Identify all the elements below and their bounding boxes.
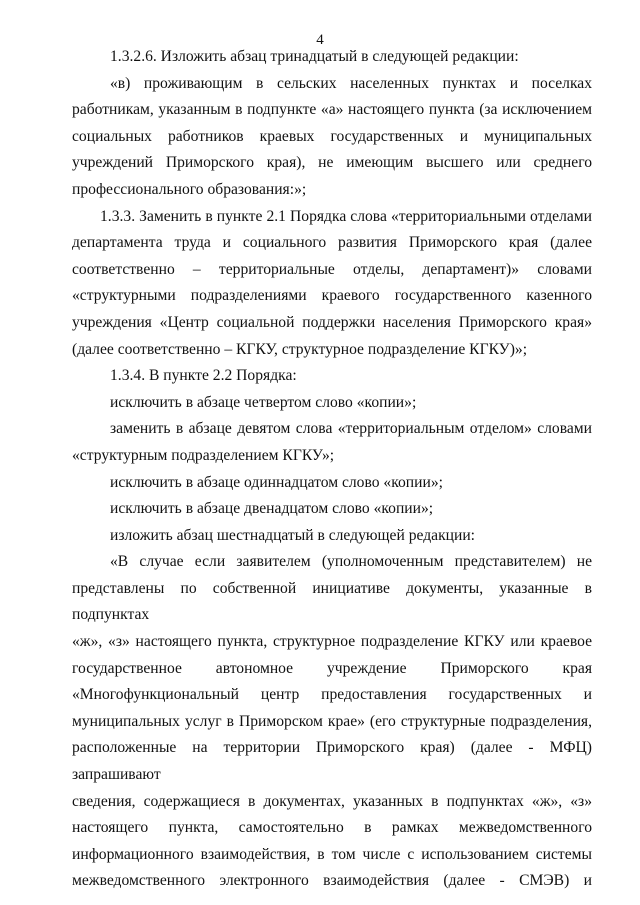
document-body <box>72 44 592 895</box>
text-line: исключить в абзаце одиннадцатом слово «копии»; <box>110 473 443 491</box>
page-number: 4 <box>316 32 324 48</box>
text-line: «ж», «з» настоящего пункта, структурное подразделение КГКУ или краевое <box>72 633 592 651</box>
text-line: «Многофункциональный центр предоставления государственных и <box>72 686 592 704</box>
text-line: профессионального образования:»; <box>72 180 307 198</box>
text-line: (далее соответственно – КГКУ, структурное подразделение КГКУ)»; <box>72 340 528 358</box>
text-line: 1.3.3. Заменить в пункте 2.1 Порядка слова «территориальными отделами <box>100 207 592 225</box>
text-line: муниципальных услуг в Приморском крае» (его структурные подразделения, <box>72 712 592 730</box>
text-line: информационного взаимодействия, в том числе с использованием системы <box>72 845 592 863</box>
text-line: работникам, указанным в подпункте «а» настоящего пункта (за исключением <box>72 101 592 119</box>
text-line: изложить абзац шестнадцатый в следующей редакции: <box>110 526 476 544</box>
text-line: учреждений Приморского края), не имеющим высшего или среднего <box>72 154 592 172</box>
text-line: государственное автономное учреждение Приморского края <box>72 659 592 677</box>
text-line: настоящего пункта, самостоятельно в рамках межведомственного <box>72 819 592 837</box>
text-line: межведомственного электронного взаимодействия (далее - СМЭВ) и <box>72 872 592 890</box>
text-line: социальных работников краевых государственных и муниципальных <box>72 127 592 145</box>
text-line: «структурным подразделением КГКУ»; <box>72 446 335 464</box>
text-line: 1.3.2.6. Изложить абзац тринадцатый в следующей редакции: <box>110 48 519 65</box>
text-line: заменить в абзаце девятом слова «территориальным отделом» словами <box>110 420 592 438</box>
text-line: учреждения «Центр социальной поддержки населения Приморского края» <box>72 313 592 331</box>
text-line: исключить в абзаце четвертом слово «копии»; <box>110 393 417 411</box>
text-line: 1.3.4. В пункте 2.2 Порядка: <box>110 367 297 385</box>
text-line: сведения, содержащиеся в документах, указанных в подпунктах «ж», «з» <box>72 792 592 810</box>
text-line: исключить в абзаце двенадцатом слово «копии»; <box>110 500 434 518</box>
text-line: департамента труда и социального развития Приморского края (далее <box>72 234 592 252</box>
text-line: расположенные на территории Приморского края) (далее - МФЦ) запрашивают <box>72 739 592 784</box>
text-line: «в) проживающим в сельских населенных пунктах и поселках <box>110 74 592 92</box>
text-line: «структурными подразделениями краевого государственного казенного <box>72 287 592 305</box>
text-line: соответственно – территориальные отделы, департамент)» словами <box>72 260 592 278</box>
text-line: «В случае если заявителем (уполномоченным представителем) не <box>110 553 592 571</box>
text-line: представлены по собственной инициативе документы, указанные в подпунктах <box>72 579 592 624</box>
